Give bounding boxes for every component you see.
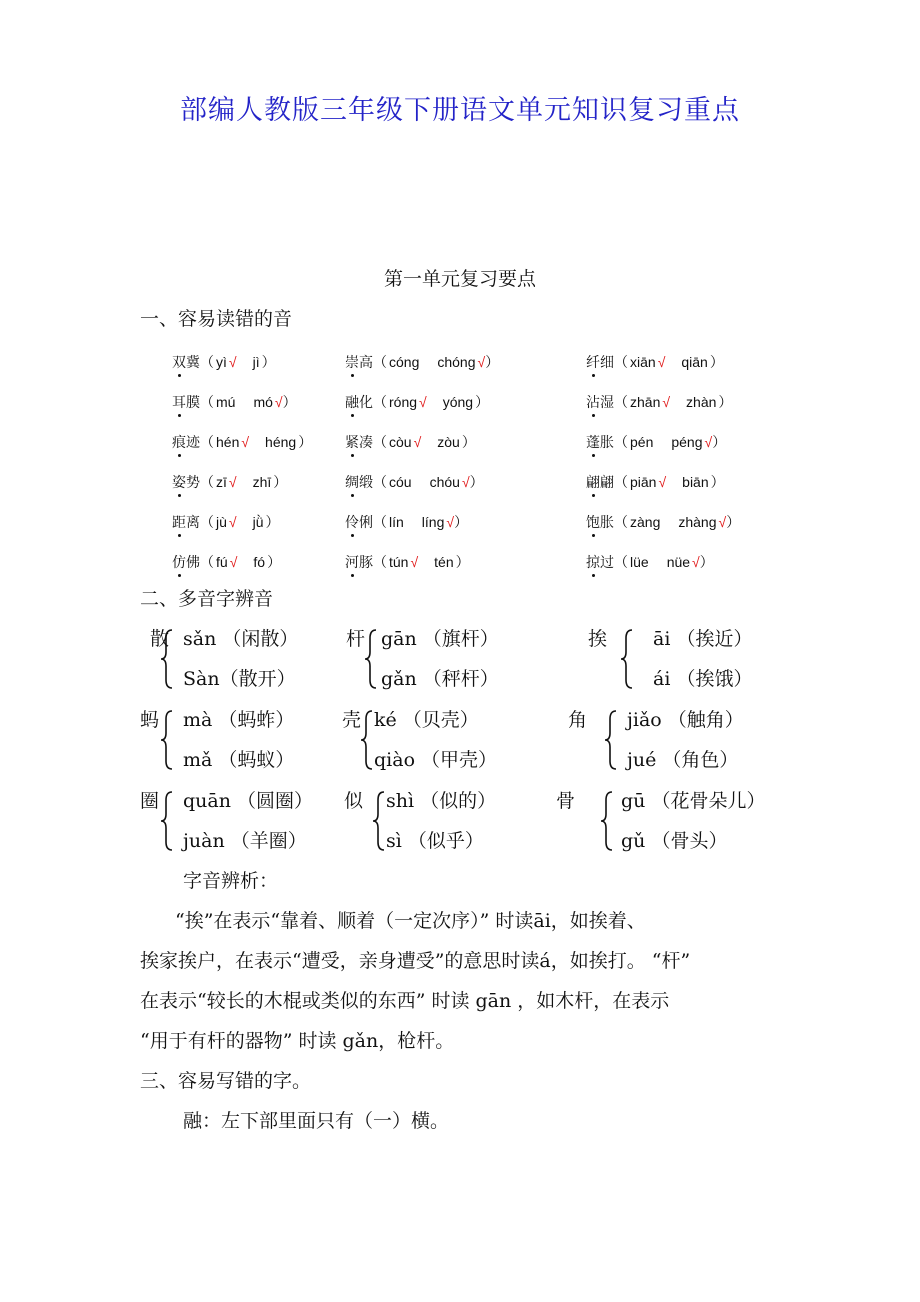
pinyin-option-b: zhàn	[686, 394, 717, 410]
reading-word: 绸缎	[345, 474, 373, 490]
reading-word: 伶俐	[345, 514, 373, 530]
pinyin-option-a: zī	[216, 474, 227, 490]
paren-open: （	[200, 434, 214, 450]
pinyin-option-a: piān	[630, 474, 657, 490]
analysis-label: 字音辨析：	[183, 870, 279, 892]
reading-word: 崇高	[345, 354, 373, 370]
pinyin-option-a: còu	[389, 434, 412, 450]
polyphone-char: 挨	[588, 628, 608, 650]
polyphone-reading: gǔ （骨头）	[621, 830, 728, 852]
paren-open: （	[200, 474, 214, 490]
polyphone-char: 圈	[140, 790, 160, 812]
reading-item	[586, 552, 714, 572]
pinyin-option-a: xiān	[630, 354, 656, 370]
paren-open: （	[200, 514, 214, 530]
emphasis-dot	[351, 574, 354, 577]
reading-word: 双冀	[172, 354, 200, 370]
polyphone-reading: qiào （甲壳）	[374, 749, 498, 771]
pinyin-option-b: nüe	[666, 554, 691, 570]
emphasis-dot	[351, 374, 354, 377]
analysis-line: 挨家挨户，在表示“遭受，亲身遭受”的意思时读á，如挨打。 “杆”	[140, 950, 691, 972]
reading-item	[345, 392, 489, 412]
paren-close: ）	[475, 394, 490, 410]
brace-icon	[620, 628, 634, 690]
reading-word: 仿佛	[172, 554, 200, 570]
analysis-line: 在表示“较长的木棍或类似的东西” 时读 gān ，如木杆，在表示	[140, 990, 670, 1012]
reading-item	[586, 392, 732, 412]
paren-open: （	[373, 474, 387, 490]
reading-word: 河豚	[345, 554, 373, 570]
analysis-line: “用于有杆的器物” 时读 gǎn，枪杆。	[140, 1030, 455, 1052]
paren-open: （	[373, 394, 387, 410]
emphasis-dot	[592, 574, 595, 577]
polyphone-reading: jiǎo （触角）	[627, 709, 744, 731]
paren-close: ）	[718, 394, 733, 410]
paren-open: （	[200, 394, 214, 410]
paren-close: ）	[261, 354, 276, 370]
pinyin-option-b: chóng	[437, 354, 476, 370]
polyphone-reading: mà （蚂蚱）	[183, 709, 295, 731]
reading-item	[172, 472, 287, 492]
polyphone-reading: āi （挨近）	[653, 628, 753, 650]
section3-heading: 三、容易写错的字。	[140, 1070, 312, 1092]
reading-item	[586, 512, 740, 532]
paren-close: ）	[273, 474, 288, 490]
emphasis-dot	[592, 454, 595, 457]
emphasis-dot	[592, 414, 595, 417]
reading-item	[172, 432, 312, 452]
paren-open: （	[373, 514, 387, 530]
pinyin-option-a: lüe	[630, 554, 649, 570]
emphasis-dot	[178, 494, 181, 497]
polyphone-reading: juàn （羊圈）	[183, 830, 307, 852]
paren-open: （	[614, 474, 628, 490]
paren-close: ）	[282, 394, 297, 410]
check-mark-icon: √	[413, 434, 422, 450]
paren-close: ）	[699, 554, 714, 570]
pinyin-option-a: fú	[216, 554, 228, 570]
paren-open: （	[373, 354, 387, 370]
check-mark-icon: √	[658, 474, 667, 490]
polyphone-reading: sǎn （闲散）	[183, 628, 299, 650]
pinyin-option-a: róng	[389, 394, 418, 410]
polyphone-reading: sì （似乎）	[386, 830, 484, 852]
reading-item	[586, 432, 726, 452]
emphasis-dot	[178, 414, 181, 417]
pinyin-option-a: cóng	[389, 354, 420, 370]
polyphone-reading: ké （贝壳）	[374, 709, 479, 731]
emphasis-dot	[351, 454, 354, 457]
section2-heading: 二、多音字辨音	[140, 588, 274, 610]
reading-word: 距离	[172, 514, 200, 530]
paren-open: （	[373, 434, 387, 450]
paren-close: ）	[267, 554, 282, 570]
check-mark-icon: √	[228, 514, 237, 530]
check-mark-icon: √	[477, 354, 486, 370]
polyphone-char: 散	[150, 628, 170, 650]
paren-close: ）	[726, 514, 741, 530]
reading-word: 纤细	[586, 354, 614, 370]
pinyin-option-b: zhī	[252, 474, 272, 490]
check-mark-icon: √	[704, 434, 713, 450]
reading-word: 姿势	[172, 474, 200, 490]
emphasis-dot	[178, 454, 181, 457]
emphasis-dot	[178, 374, 181, 377]
paren-close: ）	[455, 554, 470, 570]
emphasis-dot	[592, 534, 595, 537]
pinyin-option-b: chóu	[429, 474, 460, 490]
reading-item	[172, 552, 281, 572]
brace-icon	[160, 628, 174, 690]
pinyin-option-a: tún	[389, 554, 409, 570]
reading-item	[172, 512, 280, 532]
polyphone-char: 角	[568, 709, 588, 731]
pinyin-option-a: cóu	[389, 474, 412, 490]
reading-item	[345, 512, 468, 532]
pinyin-option-b: qiān	[681, 354, 708, 370]
pinyin-option-b: zhàng	[678, 514, 717, 530]
brace-icon	[372, 790, 386, 852]
pinyin-option-a: mú	[216, 394, 236, 410]
reading-word: 沾湿	[586, 394, 614, 410]
pinyin-option-b: tén	[434, 554, 454, 570]
brace-icon	[160, 709, 174, 771]
reading-item	[345, 432, 476, 452]
polyphone-reading: ái （挨饿）	[653, 668, 753, 690]
emphasis-dot	[178, 574, 181, 577]
check-mark-icon: √	[228, 474, 237, 490]
paren-open: （	[373, 554, 387, 570]
emphasis-dot	[178, 534, 181, 537]
analysis-line: “挨”在表示“靠着、顺着（一定次序）” 时读āi，如挨着、	[175, 910, 646, 932]
pinyin-option-b: péng	[671, 434, 703, 450]
paren-open: （	[614, 394, 628, 410]
paren-close: ）	[709, 354, 724, 370]
check-mark-icon: √	[461, 474, 470, 490]
check-mark-icon: √	[662, 394, 671, 410]
emphasis-dot	[592, 374, 595, 377]
section1-heading: 一、容易读错的音	[140, 308, 293, 330]
brace-icon	[600, 790, 614, 852]
reading-item	[172, 352, 276, 372]
pinyin-option-a: jù	[216, 514, 227, 530]
check-mark-icon: √	[410, 554, 419, 570]
reading-word: 翩翩	[586, 474, 614, 490]
reading-word: 掠过	[586, 554, 614, 570]
paren-open: （	[614, 354, 628, 370]
polyphone-reading: gǎn （秤杆）	[381, 668, 499, 690]
pinyin-option-b: fó	[253, 554, 266, 570]
pinyin-option-a: pén	[630, 434, 654, 450]
reading-word: 痕迹	[172, 434, 200, 450]
paren-close: ）	[298, 434, 313, 450]
check-mark-icon: √	[274, 394, 283, 410]
pinyin-option-a: zàng	[630, 514, 661, 530]
paren-open: （	[614, 554, 628, 570]
brace-icon	[160, 790, 174, 852]
pinyin-option-b: mó	[253, 394, 273, 410]
polyphone-char: 骨	[556, 790, 576, 812]
check-mark-icon: √	[446, 514, 455, 530]
polyphone-char: 壳	[342, 709, 362, 731]
paren-close: ）	[712, 434, 727, 450]
paren-close: ）	[485, 354, 500, 370]
paren-open: （	[200, 554, 214, 570]
reading-item	[172, 392, 297, 412]
pinyin-option-b: zòu	[437, 434, 460, 450]
polyphone-char: 蚂	[140, 709, 160, 731]
polyphone-reading: gān （旗杆）	[381, 628, 499, 650]
reading-word: 紧凑	[345, 434, 373, 450]
polyphone-char: 杆	[346, 628, 366, 650]
polyphone-reading: jué （角色）	[627, 749, 739, 771]
reading-word: 耳膜	[172, 394, 200, 410]
emphasis-dot	[351, 414, 354, 417]
check-mark-icon: √	[229, 554, 238, 570]
pinyin-option-b: jǜ	[252, 514, 264, 530]
check-mark-icon: √	[692, 554, 700, 570]
polyphone-reading: mǎ （蚂蚁）	[183, 749, 295, 771]
pinyin-option-b: jì	[252, 354, 260, 370]
polyphone-reading: Sàn（散开）	[183, 668, 296, 690]
check-mark-icon: √	[419, 394, 427, 410]
polyphone-reading: shì （似的）	[386, 790, 497, 812]
pinyin-option-b: yóng	[442, 394, 474, 410]
reading-item	[345, 472, 484, 492]
pinyin-option-b: líng	[421, 514, 445, 530]
reading-item	[586, 472, 725, 492]
check-mark-icon: √	[718, 514, 727, 530]
pinyin-option-a: zhān	[630, 394, 661, 410]
paren-open: （	[614, 514, 628, 530]
paren-close: ）	[710, 474, 725, 490]
brace-icon	[360, 709, 374, 771]
emphasis-dot	[592, 494, 595, 497]
reading-item	[586, 352, 724, 372]
reading-item	[345, 352, 499, 372]
reading-item	[345, 552, 470, 572]
pinyin-option-b: biān	[682, 474, 709, 490]
check-mark-icon: √	[228, 354, 237, 370]
paren-open: （	[200, 354, 214, 370]
paren-close: ）	[454, 514, 469, 530]
paren-close: ）	[265, 514, 280, 530]
emphasis-dot	[351, 534, 354, 537]
document-title: 部编人教版三年级下册语文单元知识复习重点	[180, 95, 740, 126]
pinyin-option-a: hén	[216, 434, 240, 450]
pinyin-option-b: héng	[265, 434, 297, 450]
writing-note: 融：左下部里面只有（一）横。	[183, 1110, 450, 1132]
polyphone-reading: quān （圆圈）	[183, 790, 314, 812]
reading-word: 饱胀	[586, 514, 614, 530]
reading-word: 蓬胀	[586, 434, 614, 450]
pinyin-option-a: lín	[389, 514, 404, 530]
paren-close: ）	[461, 434, 476, 450]
polyphone-reading: gū （花骨朵儿）	[621, 790, 766, 812]
brace-icon	[364, 628, 378, 690]
emphasis-dot	[351, 494, 354, 497]
paren-close: ）	[469, 474, 484, 490]
polyphone-char: 似	[344, 790, 364, 812]
check-mark-icon: √	[241, 434, 250, 450]
check-mark-icon: √	[657, 354, 666, 370]
reading-word: 融化	[345, 394, 373, 410]
pinyin-option-a: yì	[216, 354, 227, 370]
paren-open: （	[614, 434, 628, 450]
brace-icon	[604, 709, 618, 771]
unit-title: 第一单元复习要点	[383, 268, 536, 290]
